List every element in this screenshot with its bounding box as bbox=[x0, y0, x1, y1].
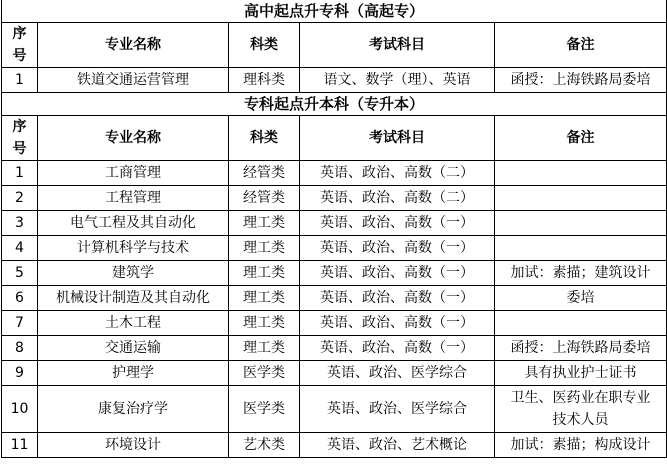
cell-index: 1 bbox=[2, 161, 38, 186]
cell-category: 理工类 bbox=[229, 211, 300, 236]
table-row bbox=[2, 336, 667, 361]
cell-category: 理工类 bbox=[229, 311, 300, 336]
cell-index: 9 bbox=[2, 361, 38, 386]
cell-index: 4 bbox=[2, 236, 38, 261]
table-row bbox=[2, 236, 667, 261]
cell-subjects: 英语、政治、高数（一） bbox=[300, 336, 495, 361]
cell-note: 加试：素描；建筑设计 bbox=[495, 261, 667, 286]
cell-category: 理工类 bbox=[229, 261, 300, 286]
table-row bbox=[2, 433, 667, 458]
cell-subjects: 英语、政治、高数（一） bbox=[300, 236, 495, 261]
cell-note bbox=[495, 186, 667, 211]
cell-note: 卫生、医药业在职专业技术人员 bbox=[495, 386, 667, 433]
table-row bbox=[2, 161, 667, 186]
table-row bbox=[2, 311, 667, 336]
cell-category: 经管类 bbox=[229, 186, 300, 211]
cell-category: 医学类 bbox=[229, 361, 300, 386]
table-row bbox=[2, 386, 667, 433]
cell-note: 委培 bbox=[495, 286, 667, 311]
header-note: 备注 bbox=[495, 23, 667, 68]
table-row bbox=[2, 286, 667, 311]
cell-major: 交通运输 bbox=[38, 336, 229, 361]
cell-index: 6 bbox=[2, 286, 38, 311]
admissions-table bbox=[1, 0, 667, 458]
cell-category: 理科类 bbox=[229, 68, 300, 93]
cell-subjects: 英语、政治、医学综合 bbox=[300, 386, 495, 433]
header-category: 科类 bbox=[229, 116, 300, 161]
header-subjects: 考试科目 bbox=[300, 23, 495, 68]
cell-category: 理工类 bbox=[229, 286, 300, 311]
cell-major: 土木工程 bbox=[38, 311, 229, 336]
cell-major: 计算机科学与技术 bbox=[38, 236, 229, 261]
cell-note: 具有执业护士证书 bbox=[495, 361, 667, 386]
header-category: 科类 bbox=[229, 23, 300, 68]
cell-major: 康复治疗学 bbox=[38, 386, 229, 433]
header-major: 专业名称 bbox=[38, 23, 229, 68]
cell-category: 理工类 bbox=[229, 336, 300, 361]
cell-category: 艺术类 bbox=[229, 433, 300, 458]
cell-index: 8 bbox=[2, 336, 38, 361]
cell-major: 工商管理 bbox=[38, 161, 229, 186]
cell-index: 1 bbox=[2, 68, 38, 93]
header-note: 备注 bbox=[495, 116, 667, 161]
cell-subjects: 英语、政治、艺术概论 bbox=[300, 433, 495, 458]
cell-major: 工程管理 bbox=[38, 186, 229, 211]
cell-subjects: 语文、数学（理）、英语 bbox=[300, 68, 495, 93]
header-subjects: 考试科目 bbox=[300, 116, 495, 161]
section-title-gaoqizhuan: 高中起点升专科（高起专） bbox=[2, 0, 667, 23]
cell-major: 铁道交通运营管理 bbox=[38, 68, 229, 93]
cell-subjects: 英语、政治、高数（二） bbox=[300, 186, 495, 211]
cell-note: 函授：上海铁路局委培 bbox=[495, 336, 667, 361]
cell-index: 10 bbox=[2, 386, 38, 433]
cell-category: 理工类 bbox=[229, 236, 300, 261]
cell-subjects: 英语、政治、高数（一） bbox=[300, 211, 495, 236]
cell-subjects: 英语、政治、高数（一） bbox=[300, 311, 495, 336]
cell-note bbox=[495, 311, 667, 336]
cell-subjects: 英语、政治、高数（一） bbox=[300, 286, 495, 311]
cell-index: 5 bbox=[2, 261, 38, 286]
cell-major: 电气工程及其自动化 bbox=[38, 211, 229, 236]
cell-note bbox=[495, 161, 667, 186]
cell-index: 11 bbox=[2, 433, 38, 458]
table-row bbox=[2, 261, 667, 286]
header-major: 专业名称 bbox=[38, 116, 229, 161]
cell-category: 经管类 bbox=[229, 161, 300, 186]
table-row bbox=[2, 186, 667, 211]
cell-note: 函授：上海铁路局委培 bbox=[495, 68, 667, 93]
cell-index: 7 bbox=[2, 311, 38, 336]
table-row bbox=[2, 211, 667, 236]
cell-subjects: 英语、政治、高数（二） bbox=[300, 161, 495, 186]
cell-index: 2 bbox=[2, 186, 38, 211]
cell-category: 医学类 bbox=[229, 386, 300, 433]
cell-major: 环境设计 bbox=[38, 433, 229, 458]
cell-major: 护理学 bbox=[38, 361, 229, 386]
cell-note bbox=[495, 236, 667, 261]
table-row bbox=[2, 361, 667, 386]
cell-note bbox=[495, 211, 667, 236]
section-title-zhuanshengben: 专科起点升本科（专升本） bbox=[2, 93, 667, 116]
cell-index: 3 bbox=[2, 211, 38, 236]
header-index: 序号 bbox=[2, 23, 38, 68]
table-row bbox=[2, 68, 667, 93]
cell-major: 机械设计制造及其自动化 bbox=[38, 286, 229, 311]
cell-subjects: 英语、政治、高数（一） bbox=[300, 261, 495, 286]
cell-subjects: 英语、政治、医学综合 bbox=[300, 361, 495, 386]
cell-note: 加试：素描；构成设计 bbox=[495, 433, 667, 458]
cell-major: 建筑学 bbox=[38, 261, 229, 286]
header-index: 序号 bbox=[2, 116, 38, 161]
